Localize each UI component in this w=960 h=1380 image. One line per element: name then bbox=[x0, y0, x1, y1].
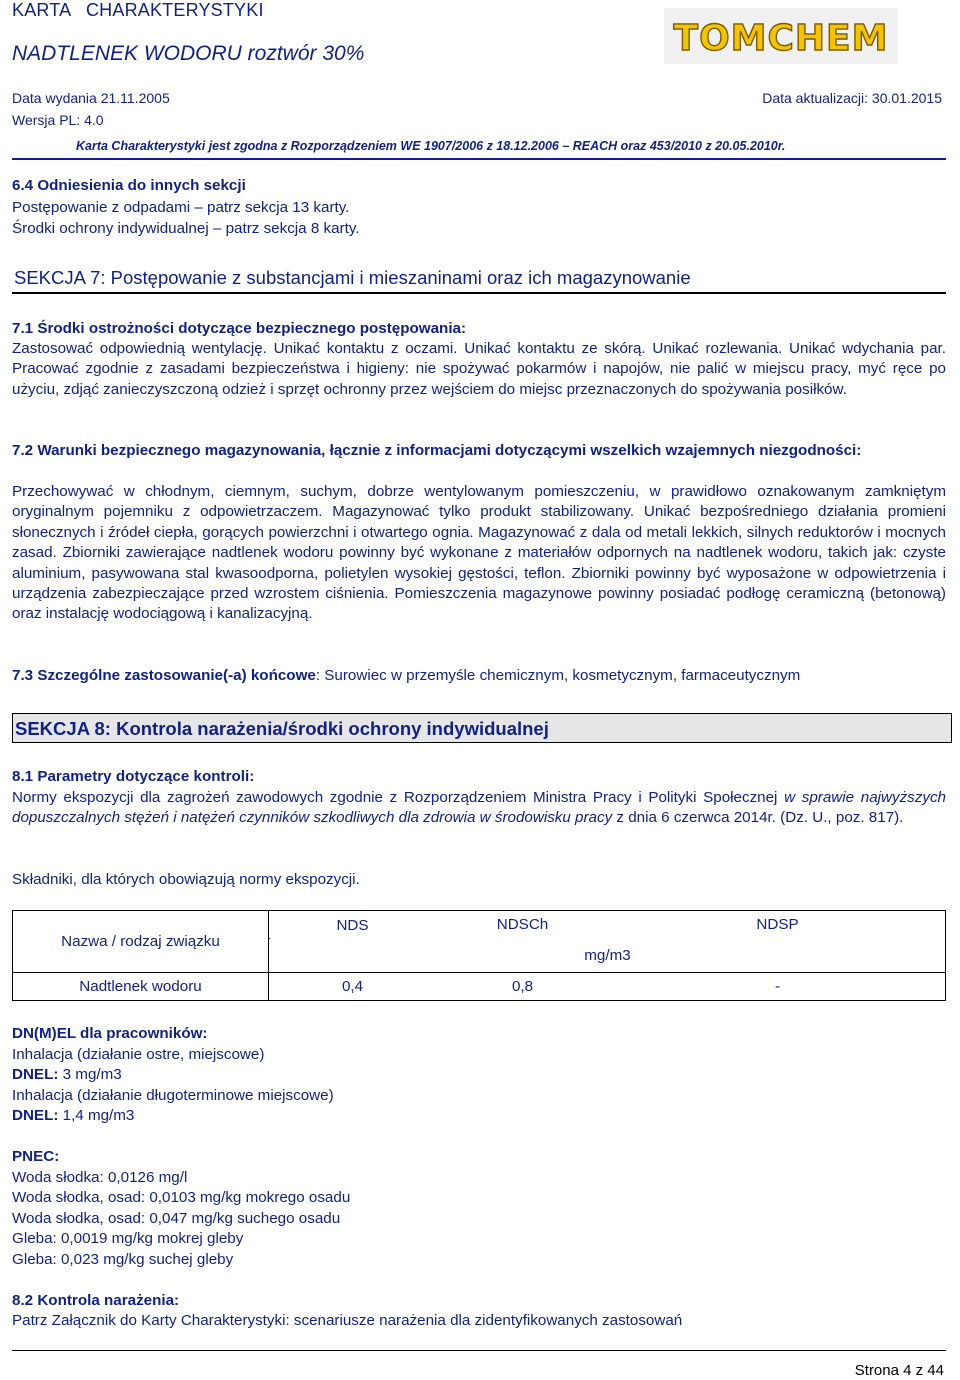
pnec-heading: PNEC: bbox=[12, 1148, 60, 1165]
document-type: KARTA CHARAKTERYSTYKI bbox=[12, 0, 264, 20]
section-7-3 bbox=[12, 666, 946, 686]
update-date: Data aktualizacji: 30.01.2015 bbox=[762, 90, 942, 106]
exposure-limits-table bbox=[12, 910, 946, 1001]
section-7-heading: SEKCJA 7: Postępowanie z substancjami i mieszaninami oraz ich magazynowanie bbox=[12, 262, 946, 294]
regulation-note: Karta Charakterystyki jest zgodna z Rozporządzeniem WE 1907/2006 z 18.12.2006 – REACH oraz 453/2010 z 20.05.2010r. bbox=[76, 139, 786, 153]
section-8-2-text: Patrz Załącznik do Karty Charakterystyki: scenariusze narażenia dla zidentyfikowanych zastosowań bbox=[12, 1312, 683, 1329]
product-name: NADTLENEK WODORU roztwór 30% bbox=[12, 42, 365, 65]
dnel-1-route: Inhalacja (działanie ostre, miejscowe) bbox=[12, 1046, 265, 1063]
pnec-item: Gleba: 0,0019 mg/kg mokrej gleby bbox=[12, 1230, 244, 1247]
section-7-1-heading: 7.1 Środki ostrożności dotyczące bezpiecznego postępowania: bbox=[12, 320, 467, 337]
page-number: Strona 4 z 44 bbox=[854, 1362, 944, 1379]
table-row-ndsch: 0,8 bbox=[435, 973, 610, 1001]
section-6-4-line-1: Postępowanie z odpadami – patrz sekcja 13 karty. bbox=[12, 199, 350, 216]
section-8-1-text-c: z dnia 6 czerwca 2014r. (Dz. U., poz. 817). bbox=[612, 809, 904, 827]
dnel-1-label: DNEL: bbox=[12, 1066, 59, 1083]
table-header-ndsch: NDSCh bbox=[435, 911, 610, 939]
section-7-3-text: : Surowiec w przemyśle chemicznym, kosmetycznym, farmaceutycznym bbox=[315, 667, 801, 684]
table-header-name: Nazwa / rodzaj związku bbox=[13, 911, 269, 973]
table-header-nds: NDS bbox=[270, 911, 435, 939]
table-row-nds: 0,4 bbox=[270, 973, 435, 1001]
section-8-1-text bbox=[12, 788, 946, 829]
section-7-3-heading: 7.3 Szczególne zastosowanie(-a) końcowe bbox=[12, 667, 316, 684]
section-6-4-line-2: Środki ochrony indywidualnej – patrz sekcja 8 karty. bbox=[12, 220, 360, 237]
section-8-1-heading: 8.1 Parametry dotyczące kontroli: bbox=[12, 768, 255, 785]
table-row-name: Nadtlenek wodoru bbox=[13, 973, 269, 1001]
header-divider bbox=[12, 158, 946, 160]
section-7-1-text: Zastosować odpowiednią wentylację. Unikać kontaktu z oczami. Unikać kontaktu ze skórą. Unikać rozlewania. Unikać wdychania par. Pracować zgodnie z zasadami bezpieczeństwa i higieny: nie spożywać pokarmów i napojów, nie palić w miejscu pracy, myć ręce po użyciu, zdjąć zanieczyszczoną odzież i sprzęt ochronny przez wejściem do miejsc przeznaczonych do spożywania posiłków. bbox=[12, 340, 946, 398]
version: Wersja PL: 4.0 bbox=[12, 112, 104, 128]
table-unit: mg/m3 bbox=[270, 939, 946, 973]
table-header-ndsp: NDSP bbox=[610, 911, 946, 939]
tomchem-logo bbox=[658, 0, 904, 72]
issue-date: Data wydania 21.11.2005 bbox=[12, 90, 170, 106]
dnel-2-value: 1,4 mg/m3 bbox=[58, 1107, 135, 1124]
section-8-heading: SEKCJA 8: Kontrola narażenia/środki ochrony indywidualnej bbox=[12, 713, 952, 743]
section-8-1-text-a: Normy ekspozycji dla zagrożeń zawodowych zgodnie z Rozporządzeniem Ministra Pracy i Polityki Społecznej bbox=[12, 789, 785, 806]
section-7-2-text: Przechowywać w chłodnym, ciemnym, suchym, dobrze wentylowanym pomieszczeniu, w prawidłowo oznakowanym zamkniętym oryginalnym pojemniku z odpowietrzaczem. Magazynować tylko produkt stabilizowany. Unikać bezpośredniego działania promieni słonecznych i źródeł ciepła, gorących powierzchni i otwartego ognia. Magazynować z dala od metali lekkich, silnych reduktorów i mocnych zasad. Zbiorniki zawierające nadtlenek wodoru powinny być wykonane z materiałów odpornych na nadtlenek wodoru, takich jak: czyste aluminium, pasywowana stal kwasoodporna, polietylen wysokiej gęstości, teflon. Zbiorniki powinny być wyposażone w odpowietrzenia i urządzenia zabezpieczające przed wzrostem ciśnienia. Pomieszczenia magazynowe powinny posiadać podłogę ceramiczną (betonową) oraz instalację wodociągową i kanalizacyjną. bbox=[12, 483, 946, 623]
section-8-2-heading: 8.2 Kontrola narażenia: bbox=[12, 1292, 180, 1309]
table-row-ndsp: - bbox=[610, 973, 946, 1001]
pnec-item: Woda słodka: 0,0126 mg/l bbox=[12, 1169, 188, 1186]
pnec-item: Woda słodka, osad: 0,047 mg/kg suchego osadu bbox=[12, 1210, 341, 1227]
section-8-1-text-regulation: w sprawie najwyższych dopuszczalnych stężeń i natężeń czynników szkodliwych dla zdrowia w środowisku pracy bbox=[12, 789, 946, 827]
section-6-4-heading: 6.4 Odniesienia do innych sekcji bbox=[12, 177, 246, 194]
dnel-heading: DN(M)EL dla pracowników: bbox=[12, 1025, 208, 1042]
dnel-2-label: DNEL: bbox=[12, 1107, 59, 1124]
footer-divider bbox=[12, 1350, 946, 1351]
dnel-1-value: 3 mg/m3 bbox=[58, 1066, 122, 1083]
dnel-2-route: Inhalacja (działanie długoterminowe miejscowe) bbox=[12, 1087, 334, 1104]
svg-text:TOMCHEM: TOMCHEM bbox=[673, 18, 889, 59]
pnec-item: Gleba: 0,023 mg/kg suchej gleby bbox=[12, 1251, 234, 1268]
dnel-2 bbox=[12, 1106, 946, 1126]
dnel-1 bbox=[12, 1065, 946, 1085]
pnec-item: Woda słodka, osad: 0,0103 mg/kg mokrego osadu bbox=[12, 1189, 351, 1206]
components-intro: Składniki, dla których obowiązują normy ekspozycji. bbox=[12, 871, 360, 888]
section-7-2-heading: 7.2 Warunki bezpiecznego magazynowania, łącznie z informacjami dotyczącymi wszelkich wzajemnych niezgodności: bbox=[12, 442, 862, 459]
